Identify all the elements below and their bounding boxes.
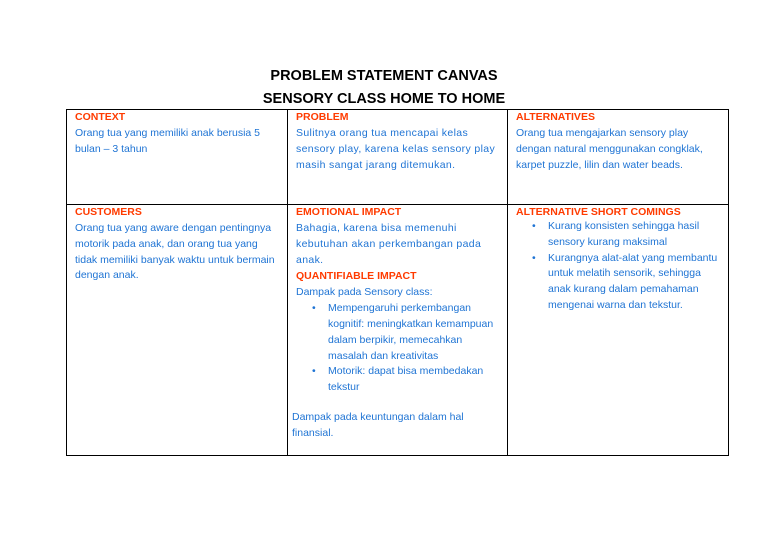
problem-heading: PROBLEM xyxy=(296,111,349,123)
context-text: Orang tua yang memiliki anak berusia 5 bulan – 3 tahun xyxy=(75,127,261,155)
emotional-impact-heading: EMOTIONAL IMPACT xyxy=(296,206,402,218)
customers-text: Orang tua yang aware dengan pentingnya motorik pada anak, dan orang tua yang tidak memiliki banyak waktu untuk bermain dengan anak. xyxy=(75,222,275,282)
alternative-short-comings-cell xyxy=(508,205,729,456)
alternatives-text: Orang tua mengajarkan sensory play dengan natural menggunakan congklak, karpet puzzle, lilin dan water beads. xyxy=(516,127,703,171)
alternatives-cell xyxy=(508,110,729,205)
quantifiable-impact-after: Dampak pada keuntungan dalam hal finansial. xyxy=(292,410,464,439)
bullet-icon: • xyxy=(312,302,316,315)
quantifiable-impact-intro: Dampak pada Sensory class: xyxy=(296,286,433,299)
list-item-text: Motorik: dapat bisa membedakan tekstur xyxy=(328,365,484,394)
short-comings-list xyxy=(516,219,722,314)
quantifiable-impact-list xyxy=(296,301,501,396)
quantifiable-impact-heading: QUANTIFIABLE IMPACT xyxy=(296,270,417,283)
list-item xyxy=(532,251,722,314)
emotional-impact-text: Bahagia, karena bisa memenuhi kebutuhan akan perkembangan pada anak. xyxy=(296,222,482,266)
problem-text: Sulitnya orang tua mencapai kelas sensory play, karena kelas sensory play masih sangat jarang ditemukan. xyxy=(296,127,496,171)
context-cell xyxy=(67,110,288,205)
bullet-icon: • xyxy=(312,365,316,378)
page-title: PROBLEM STATEMENT CANVAS xyxy=(270,68,498,84)
impact-cell xyxy=(288,205,508,456)
list-item xyxy=(312,301,501,364)
context-heading: CONTEXT xyxy=(75,111,126,123)
list-item-text: Kurang konsisten sehingga hasil sensory kurang maksimal xyxy=(548,220,700,248)
list-item xyxy=(312,364,501,396)
customers-heading: CUSTOMERS xyxy=(75,206,142,218)
table-row xyxy=(67,205,729,456)
problem-statement-table xyxy=(66,109,729,456)
bullet-icon: • xyxy=(532,251,536,264)
alternatives-heading: ALTERNATIVES xyxy=(516,111,595,123)
bullet-icon: • xyxy=(532,220,536,232)
alternative-short-comings-heading: ALTERNATIVE SHORT COMINGS xyxy=(516,206,681,218)
customers-cell xyxy=(67,205,288,456)
table-row xyxy=(67,110,729,205)
list-item-text: Mempengaruhi perkembangan kognitif: meningkatkan kemampuan dalam berpikir, memecahkan masalah dan kreativitas xyxy=(328,302,494,362)
page-subtitle: SENSORY CLASS HOME TO HOME xyxy=(262,91,506,107)
list-item xyxy=(532,219,722,251)
list-item-text: Kurangnya alat-alat yang membantu untuk melatih sensorik, sehingga anak kurang dalam pemahaman mengenai warna dan tekstur. xyxy=(548,251,718,311)
problem-cell xyxy=(288,110,508,205)
